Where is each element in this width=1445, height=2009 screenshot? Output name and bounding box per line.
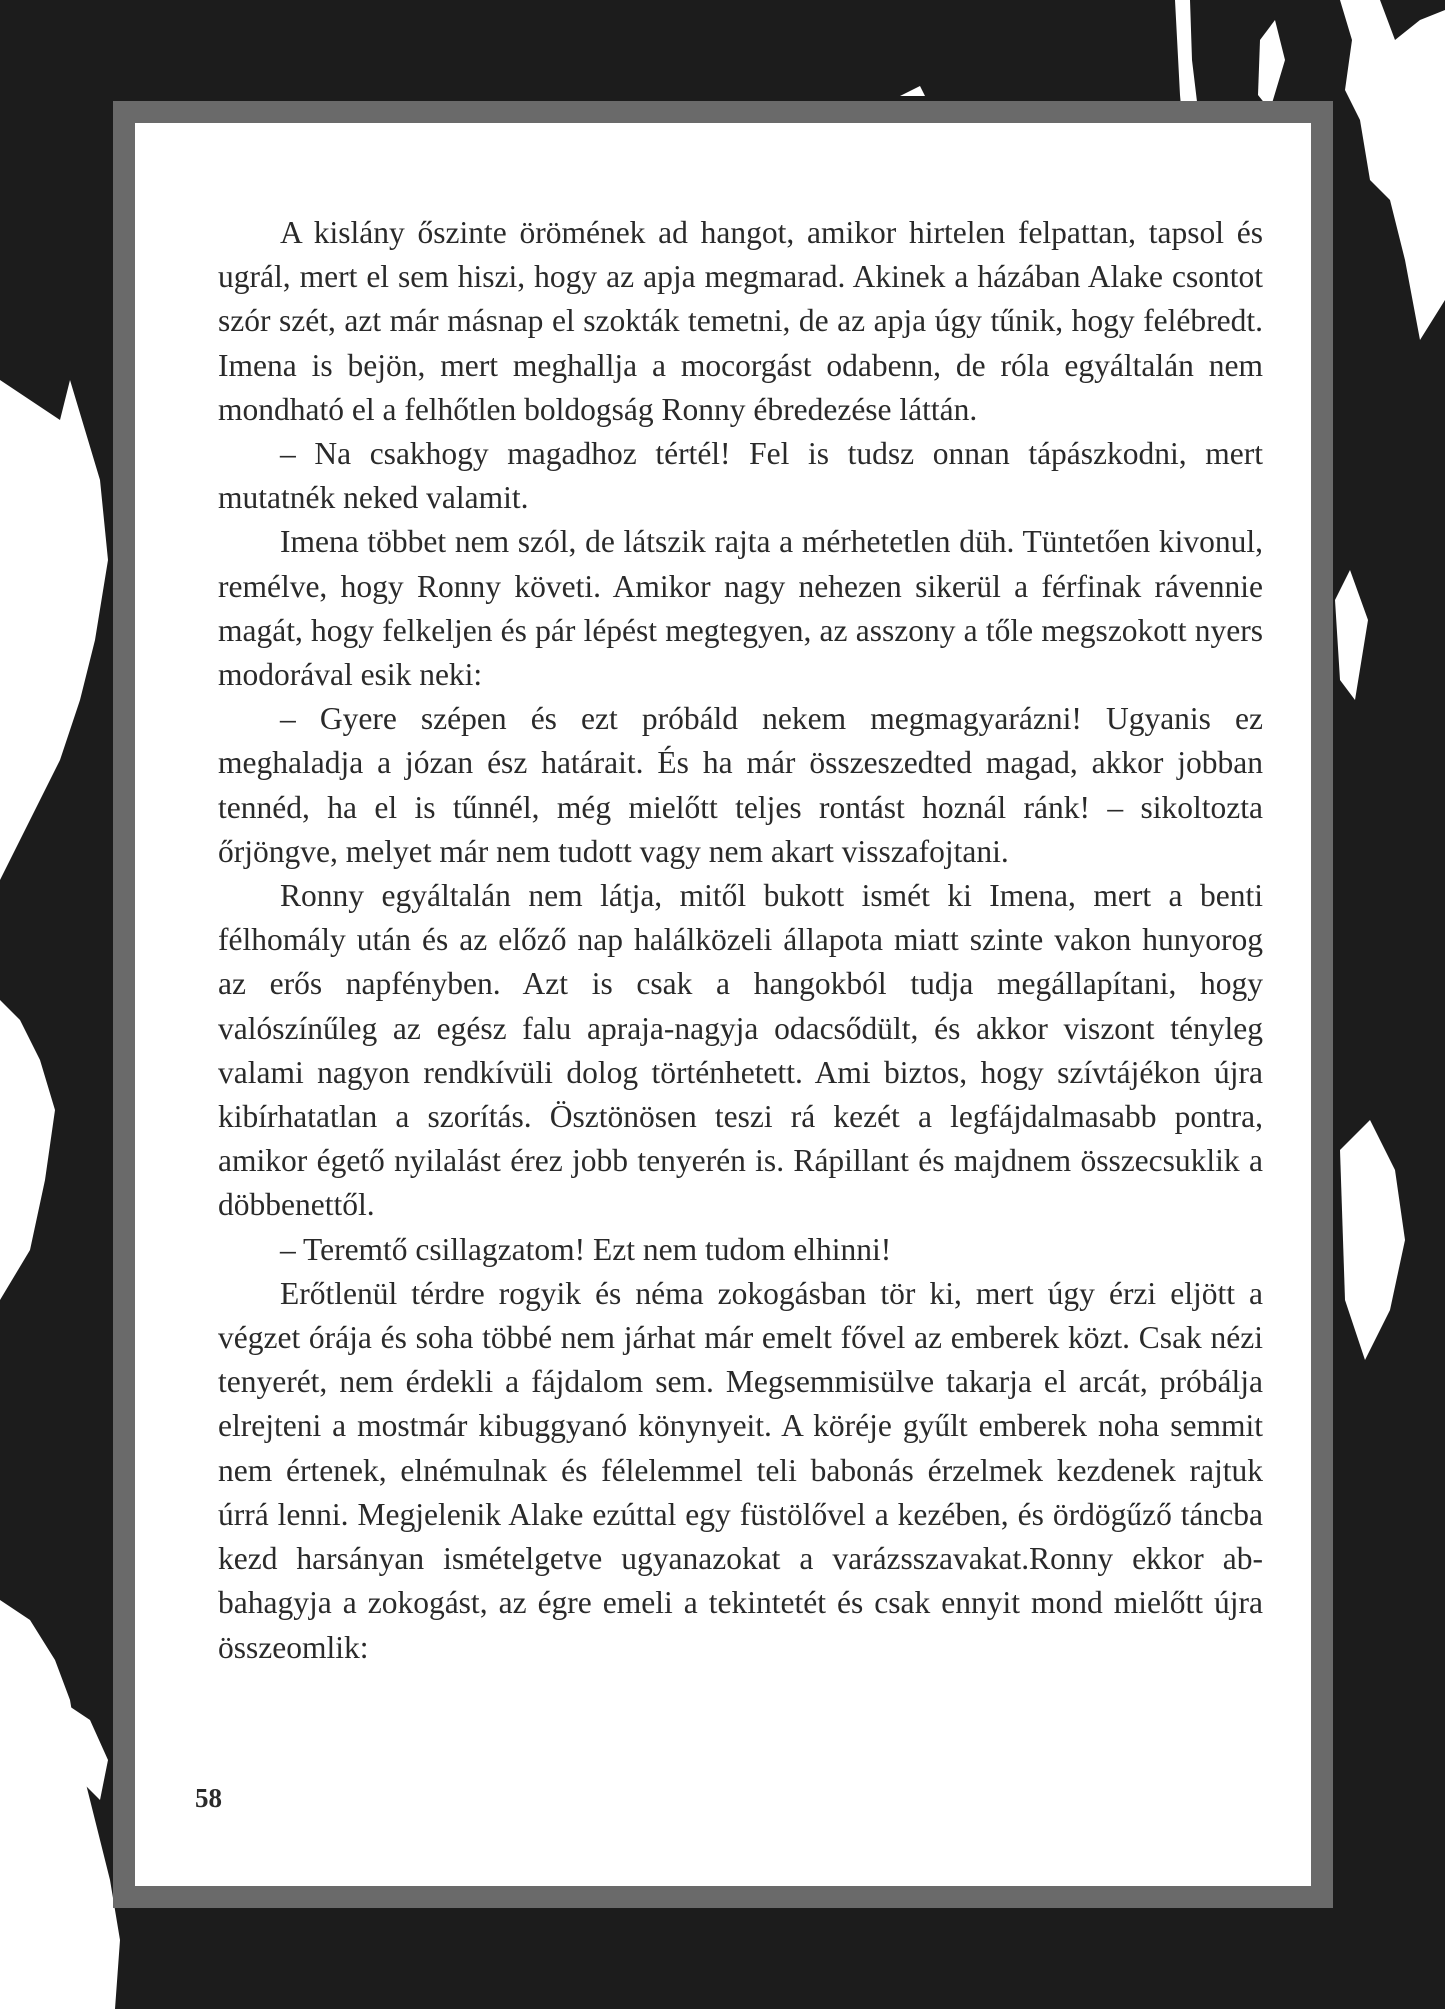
dialogue-paragraph: – Gyere szépen és ezt próbáld nekem megmagyarázni! Ugyanis ez meghaladja a józan ész határait. És ha már összeszedted magad, akkor jobban tennéd, ha el is tűnnél, még mielőtt teljes rontást hoznál ránk! – sikoltozta őrjöngve, melyet már nem tudott vagy nem akart visszafojtani. <box>218 701 1263 869</box>
paragraph: A kislány őszinte örömének ad hangot, amikor hirtelen felpattan, tapsol és ugrál, mert el sem hiszi, hogy az apja megmarad. Akinek a házában Alake csontot szór szét, azt már másnap el szokták temetni, de az apja úgy tűnik, hogy felébredt. Imena is bejön, mert meghallja a mocorgást odabenn, de róla egyáltalán nem mondható el a felhőtlen boldogság Ronny ébredezése láttán. <box>218 215 1263 427</box>
paragraph: Imena többet nem szól, de látszik rajta a mérhetetlen düh. Tüntetően kivonul, remélve, hogy Ronny követi. Amikor nagy nehezen sikerül a férfinak rávennie magát, hogy felkeljen és pár lépést megtegyen, az asszony a tőle megszokott nyers modorával esik neki: <box>218 524 1263 693</box>
paragraph: Erőtlenül térdre rogyik és néma zokogásban tör ki, mert úgy érzi eljött a végzet órája és soha többé nem járhat már emelt fővel az emberek közt. Csak nézi tenyerét, nem érdekli a fájdalom sem. Megsemmisülve takarja el arcát, próbálja elrejteni a mostmár kibuggyanó könynyeit. A köréje gyűlt emberek noha semmit nem értenek, elnémulnak és félelemmel teli babonás érzelmek kezdenek rajtuk úrrá lenni. Megjelenik Alake ezúttal egy füstölővel a kezében, és ördögűző táncba kezd harsányan ismételgetve ugyanazokat a varázsszavakat.Ronny ekkor abbahagyja a zokogást, az égre emeli a tekintetét és csak ennyit mond mielőtt újra összeomlik: <box>218 1275 1263 1665</box>
page-frame <box>113 101 1333 1908</box>
paragraph: Ronny egyáltalán nem látja, mitől bukott ismét ki Imena, mert a benti félhomály után és az előző nap halálközeli állapota miatt szinte vakon hunyorog az erős napfényben. Azt is csak a hangokból tudja megállapítani, hogy valószínűleg az egész falu apraja-nagyja odacsődült, és akkor viszont tényleg valami nagyon rendkívüli dolog történhetett. Ami biztos, hogy szívtájékon újra kibírhatatlan a szorítás. Ösztönösen teszi rá kezét a legfájdalmasabb pontra, amikor égető nyilalást érez jobb tenyerén is. Rápillant és majdnem összecsuklik a döbbenettől. <box>218 878 1263 1223</box>
book-page <box>135 123 1311 1886</box>
body-text <box>218 211 1263 1670</box>
dialogue-paragraph: – Na csakhogy magadhoz tértél! Fel is tudsz onnan tápászkodni, mert mutatnék neked valamit. <box>218 436 1263 516</box>
dialogue-paragraph: – Teremtő csillagzatom! Ezt nem tudom elhinni! <box>280 1231 892 1267</box>
page-number: 58 <box>195 1783 222 1813</box>
